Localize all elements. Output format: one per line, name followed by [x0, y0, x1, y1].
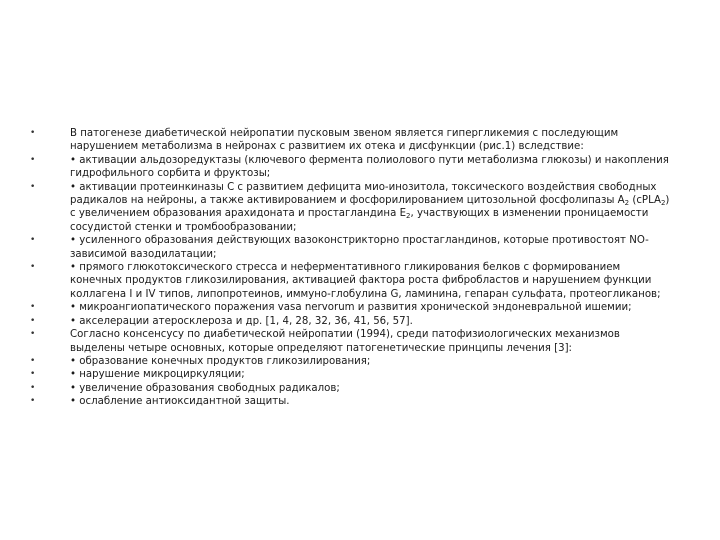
- bullet-marker: •: [30, 369, 36, 380]
- bullet-marker: •: [30, 396, 36, 407]
- subscript: 2: [660, 199, 666, 208]
- bullet-marker: •: [30, 302, 36, 313]
- bullet-marker: •: [30, 382, 36, 393]
- list-item: [30, 315, 670, 328]
- bullet-marker: •: [30, 154, 36, 165]
- bullet-marker: •: [30, 181, 36, 192]
- bullet-marker: •: [30, 355, 36, 366]
- item-text: [70, 182, 669, 233]
- bullet-marker: •: [30, 329, 36, 340]
- list-item: [30, 127, 670, 154]
- item-text: • микроангиопатического поражения vasa nervorum и развития хронической эндоневральной ишемии;: [70, 302, 632, 314]
- item-text: • нарушение микроциркуляции;: [70, 369, 245, 381]
- item-text: В патогенезе диабетической нейропатии пусковым звеном является гипергликемия с последующим нарушением метаболизма в нейронах с развитием их отека и дисфункции (рис.1) вследствие:: [70, 128, 619, 153]
- item-text-part: ) с увеличением образования арахидоната и простагландина Е: [70, 195, 670, 220]
- item-text-part: • активации протеинкиназы С с развитием дефицита мио-инозитола, токсического воздействия свободных радикалов на нейроны, а также активированием и фосфорилированием цитозольной фосфолипазы А: [70, 181, 657, 207]
- item-text: • активации альдозоредуктазы (ключевого фермента полиолового пути метаболизма глюкозы) и накопления гидрофильного сорбита и фруктозы;: [70, 154, 669, 180]
- list-item: [30, 261, 670, 301]
- bullet-marker: •: [30, 262, 36, 273]
- list-item: [30, 328, 670, 355]
- list-item: [30, 154, 670, 181]
- bullet-marker: •: [30, 315, 36, 326]
- list-item: [30, 181, 670, 235]
- bullet-marker: •: [30, 128, 36, 138]
- item-text-part: , участвующих в изменении проницаемости сосудистой стенки и тромбообразовании;: [70, 208, 649, 233]
- list-item: [30, 368, 670, 381]
- bullet-marker: •: [30, 235, 36, 246]
- item-text: • ослабление антиоксидантной защиты.: [70, 396, 290, 408]
- subscript: 2: [624, 199, 630, 208]
- item-text: • прямого глюкотоксического стресса и неферментативного гликирования белков с формированием конечных продуктов гликозилирования, активацией фактора роста фибробластов и нарушением функции коллагена I и IV типов, липопротеинов, иммуно-глобулина G, ламинина, гепаран сульфата, протеогликанов;: [70, 262, 661, 300]
- list-item: [30, 382, 670, 395]
- subscript: 2: [406, 212, 411, 221]
- item-text: Согласно консенсусу по диабетической нейропатии (1994), среди патофизиологических механизмов выделены четыре основных, которые определяют патогенетические принципы лечения [3]:: [70, 329, 620, 354]
- list-item: [30, 234, 670, 261]
- item-text: • усиленного образования действующих вазоконстрикторно простагландинов, которые противостоят NO-зависимой вазодилатации;: [70, 235, 649, 260]
- list-item: [30, 301, 670, 314]
- list-item: [30, 355, 670, 368]
- item-text-part: (cPLA: [629, 195, 661, 207]
- list-item: [30, 395, 670, 408]
- item-text: • акселерации атеросклероза и др. [1, 4, 28, 32, 36, 41, 56, 57].: [70, 315, 413, 327]
- item-text: • образование конечных продуктов гликозилирования;: [70, 355, 371, 367]
- item-text: • увеличение образования свободных радикалов;: [70, 382, 340, 394]
- bullet-list: [30, 127, 670, 409]
